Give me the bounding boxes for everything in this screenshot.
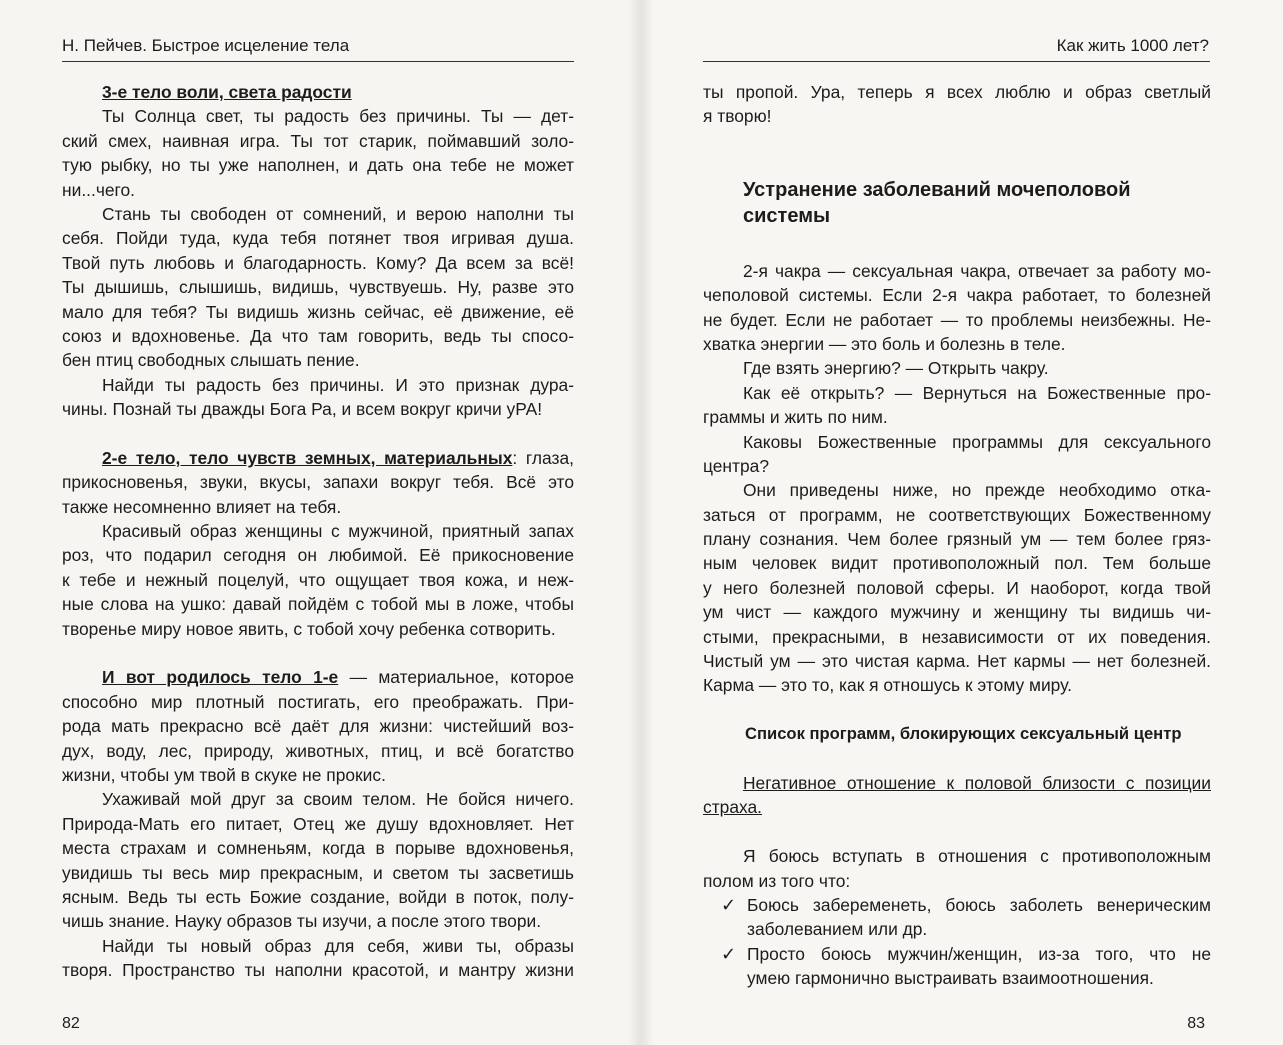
book-gutter-shadow: [628, 0, 654, 1045]
text-line: хватка энергии — это боль и болезнь в теле.: [703, 333, 1066, 354]
paragraph: [62, 787, 574, 933]
text-line: бен птиц свободных слышать пение.: [62, 350, 360, 371]
page-number-right: 83: [1187, 1015, 1205, 1032]
text-line: центра?: [703, 455, 770, 476]
spacer: [703, 129, 1211, 177]
text-line: Я боюсь вступать в отношения с противоположным: [743, 846, 1211, 867]
paragraph: [62, 519, 574, 641]
text-line: Твой путь любовь и благодарность. Кому? Да всем за всё!: [62, 252, 574, 273]
text-line: полом из того что:: [703, 870, 851, 891]
paragraph: [703, 478, 1211, 698]
paragraph: [62, 202, 574, 373]
page-number-left: 82: [62, 1015, 80, 1032]
text-line: ты пропой. Ура, теперь я всех люблю и образ светлый: [703, 82, 1211, 102]
paragraph: [62, 665, 574, 787]
text-line: Где взять энергию? — Открыть чакру.: [743, 358, 1049, 379]
text-line: Найди ты новый образ для себя, живи ты, образы: [102, 935, 574, 956]
text-line: способно мир плотный постигать, его преображать. При-: [62, 691, 574, 712]
section-heading-second-body: 2-е тело, тело чувств земных, материальных: [102, 447, 513, 468]
text-line: чишь знание. Науку образов ты изучи, а после этого твори.: [62, 911, 542, 932]
text-line: страха.: [703, 797, 763, 818]
text-line: не будет. Если не работает — то проблемы неизбежны. Не-: [703, 309, 1211, 330]
text-line: [62, 665, 574, 689]
checklist-item: [703, 893, 1211, 942]
text-line: ни...чего.: [62, 179, 136, 200]
text-line: Каковы Божественные программы для сексуального: [743, 431, 1211, 452]
left-page: [0, 0, 641, 1045]
text-line: Ты Солнца свет, ты радость без причины. Ты — дет-: [102, 106, 574, 127]
spacer: [703, 747, 1211, 771]
text-line: творя. Пространство ты наполни красотой, и мантру жизни: [62, 960, 574, 981]
paragraph: [703, 381, 1211, 430]
text-line: Просто боюсь мужчин/женщин, из-за того, что не: [747, 943, 1211, 964]
text-line: дух, воду, лес, природу, животных, птиц, и всё богатство: [62, 740, 574, 761]
section-heading-third-body: 3-е тело воли, света радости: [102, 82, 352, 102]
text-line: ные слова на ушко: давай пойдём с тобой мы в ложе, чтобы: [62, 594, 574, 615]
text-line: Красивый образ женщины с мужчиной, приятный запах: [102, 521, 574, 542]
spacer: [62, 641, 574, 665]
text-line: плану сознания. Чем более грязный ум — тем более гряз-: [703, 529, 1211, 550]
text-line: умею гармонично выстраивать взаимоотношения.: [747, 968, 1154, 989]
paragraph: [62, 104, 574, 202]
text-line: стыми, прекрасными, в независимости от их поведения.: [703, 626, 1211, 647]
header-rule-left: [62, 61, 574, 62]
text-line: ский смех, наивная игра. Ты тот старик, поймавший золо-: [62, 130, 574, 151]
checklist-item: [703, 942, 1211, 991]
text-line: творенье миру новое явить, с тобой хочу ребенка сотворить.: [62, 618, 556, 639]
text-line: Чистый ум — это чистая карма. Нет кармы — нет болезней.: [703, 651, 1211, 672]
text-line: роз, что подарил сегодня он любимой. Её прикосновение: [62, 545, 574, 566]
text-line: ум чист — каждого мужчину и женщину ты видишь чи-: [703, 602, 1211, 623]
text-line: 2-я чакра — сексуальная чакра, отвечает за работу мо-: [743, 260, 1211, 281]
text-line: тую рыбку, но ты уже наполнен, и дать она тебе не может: [62, 155, 574, 176]
right-page-text: [703, 80, 1211, 991]
text-line: Природа-Мать его питает, Отец же душу вдохновляет. Нет: [62, 813, 574, 834]
text-line: увидишь ты весь мир прекрасным, и светом ты засветишь: [62, 862, 574, 883]
text-line: мало для тебя? Ты видишь жизнь сейчас, её движение, её: [62, 301, 574, 322]
text-line: Карма — это то, как я отношусь к этому миру.: [703, 675, 1072, 696]
section-title-line: Устранение заболеваний мочеполовой: [743, 178, 1131, 201]
text-line: чины. Познай ты дважды Бога Ра, и всем вокруг кричи уРА!: [62, 399, 543, 420]
paragraph: [62, 373, 574, 422]
text-line: у него болезней половой сферы. И наоборот, когда твой: [703, 577, 1211, 598]
spacer: [703, 698, 1211, 722]
text-line: ясным. Ведь ты есть Божие создание, войди в поток, полу-: [62, 886, 574, 907]
text-line: Они приведены ниже, но прежде необходимо отка-: [743, 480, 1211, 501]
paragraph: [703, 430, 1211, 479]
text-line: рода мать прекрасно всё даёт для жизни: чистейший воз-: [62, 716, 574, 737]
checkmark-icon: ✓: [721, 894, 737, 915]
text-line: ным человек видит противоположный пол. Тем больше: [703, 553, 1211, 574]
text-line: Стань ты свободен от сомнений, и верою наполни ты: [102, 203, 574, 224]
text-line: Боюсь забеременеть, боюсь заболеть венерическим: [747, 894, 1211, 915]
right-page: [641, 0, 1283, 1045]
text-line: Негативное отношение к половой близости с позиции: [743, 772, 1211, 793]
text-line: места страхам и сомненьям, когда в порыве вдохновенья,: [62, 838, 574, 859]
paragraph: [62, 446, 574, 519]
text-line: Как её открыть? — Вернуться на Божественные про-: [743, 382, 1211, 403]
section-heading-first-body: И вот родилось тело 1-е: [102, 667, 339, 688]
text-line: Ты дышишь, слышишь, видишь, чувствуешь. Ну, разве это: [62, 277, 574, 298]
text-line: себя. Пойди туда, куда тебя потянет твоя игривая душа.: [62, 228, 574, 249]
paragraph: [62, 934, 574, 983]
text-line: Найди ты радость без причины. И это признак дура-: [102, 374, 574, 395]
text-line: я творю!: [703, 106, 772, 127]
text-line: жизни, чтобы ум твой в скуке не прокис.: [62, 764, 386, 785]
inline-text: : глаза,: [512, 447, 574, 468]
inline-text: — материальное, которое: [338, 667, 574, 688]
text-line: заболеванием или др.: [747, 919, 928, 940]
list-heading: Список программ, блокирующих сексуальный центр: [745, 724, 1182, 744]
paragraph: [703, 844, 1211, 893]
text-line: [62, 446, 574, 470]
running-head-left: Н. Пейчев. Быстрое исцеление тела: [62, 36, 350, 55]
text-line: граммы и жить по ним.: [703, 407, 888, 428]
left-page-text: [62, 80, 574, 982]
checkmark-icon: ✓: [721, 943, 737, 964]
section-title: [703, 177, 1211, 229]
underlined-subheading: [703, 771, 1211, 820]
text-line: также несомненно влияет на тебя.: [62, 496, 342, 517]
text-line: заться от программ, не соответствующих Божественному: [703, 504, 1211, 525]
paragraph: [703, 259, 1211, 357]
text-line: прикосновенья, звуки, вкусы, запахи вокруг тебя. Всё это: [62, 472, 574, 493]
spacer: [703, 820, 1211, 844]
running-head-right: Как жить 1000 лет?: [1056, 36, 1209, 55]
text-line: союз и вдохновенье. Да что там говорить, ведь ты спосо-: [62, 325, 574, 346]
text-line: к тебе и нежный поцелуй, что ощущает твоя кожа, и неж-: [62, 569, 574, 590]
paragraph: [703, 80, 1211, 129]
spacer: [703, 229, 1211, 259]
header-rule-right: [703, 61, 1210, 62]
spacer: [62, 421, 574, 445]
section-title-line: системы: [743, 204, 831, 227]
text-line: чеполовой системы. Если 2-я чакра работает, то болезней: [703, 285, 1211, 306]
text-line: Ухаживай мой друг за своим телом. Не бойся ничего.: [102, 789, 574, 810]
